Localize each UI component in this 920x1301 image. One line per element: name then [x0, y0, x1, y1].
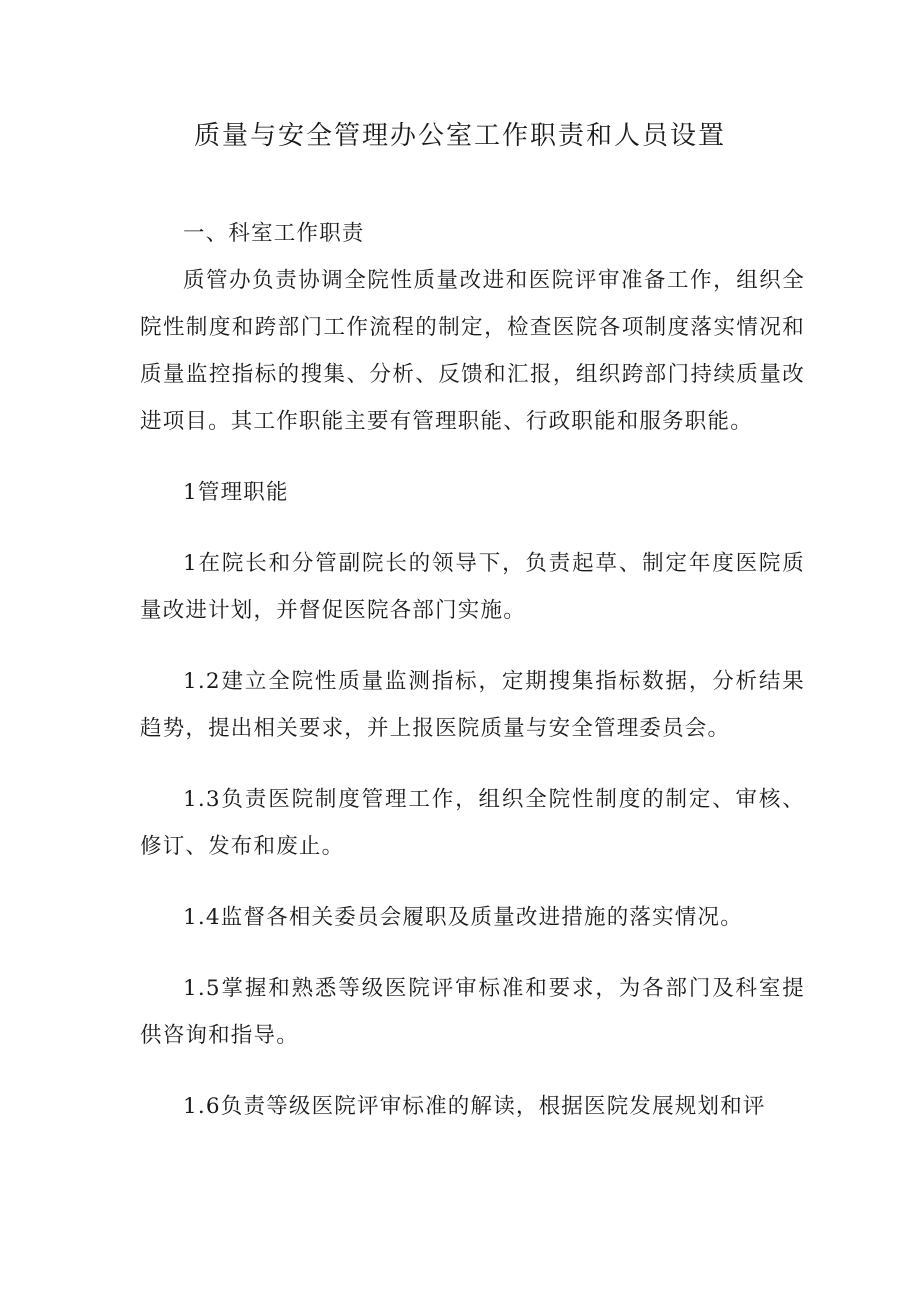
paragraph: 1在院长和分管副院长的领导下，负责起草、制定年度医院质量改进计划，并督促医院各部门实施。: [140, 551, 805, 623]
document-title: 质量与安全管理办公室工作职责和人员设置: [193, 121, 726, 151]
paragraph: 1.3负责医院制度管理工作，组织全院性制度的制定、审核、修订、发布和废止。: [140, 787, 805, 859]
paragraph: 1.5掌握和熟悉等级医院评审标准和要求，为各部门及科室提供咨询和指导。: [140, 976, 805, 1048]
paragraph: 质管办负责协调全院性质量改进和医院评审准备工作，组织全院性制度和跨部门工作流程的制定，检查医院各项制度落实情况和质量监控指标的搜集、分析、反馈和汇报，组织跨部门持续质量改进项目。其工作职能主要有管理职能、行政职能和服务职能。: [140, 268, 805, 434]
subsection-heading: 1管理职能: [183, 480, 289, 505]
section-heading: 一、科室工作职责: [183, 221, 365, 246]
paragraph: 1.2建立全院性质量监测指标，定期搜集指标数据，分析结果趋势，提出相关要求，并上报医院质量与安全管理委员会。: [140, 669, 805, 741]
paragraph: 1.6负责等级医院评审标准的解读，根据医院发展规划和评: [183, 1094, 766, 1119]
document-body: [140, 210, 805, 1130]
paragraph: 1.4监督各相关委员会履职及质量改进措施的落实情况。: [183, 905, 743, 930]
